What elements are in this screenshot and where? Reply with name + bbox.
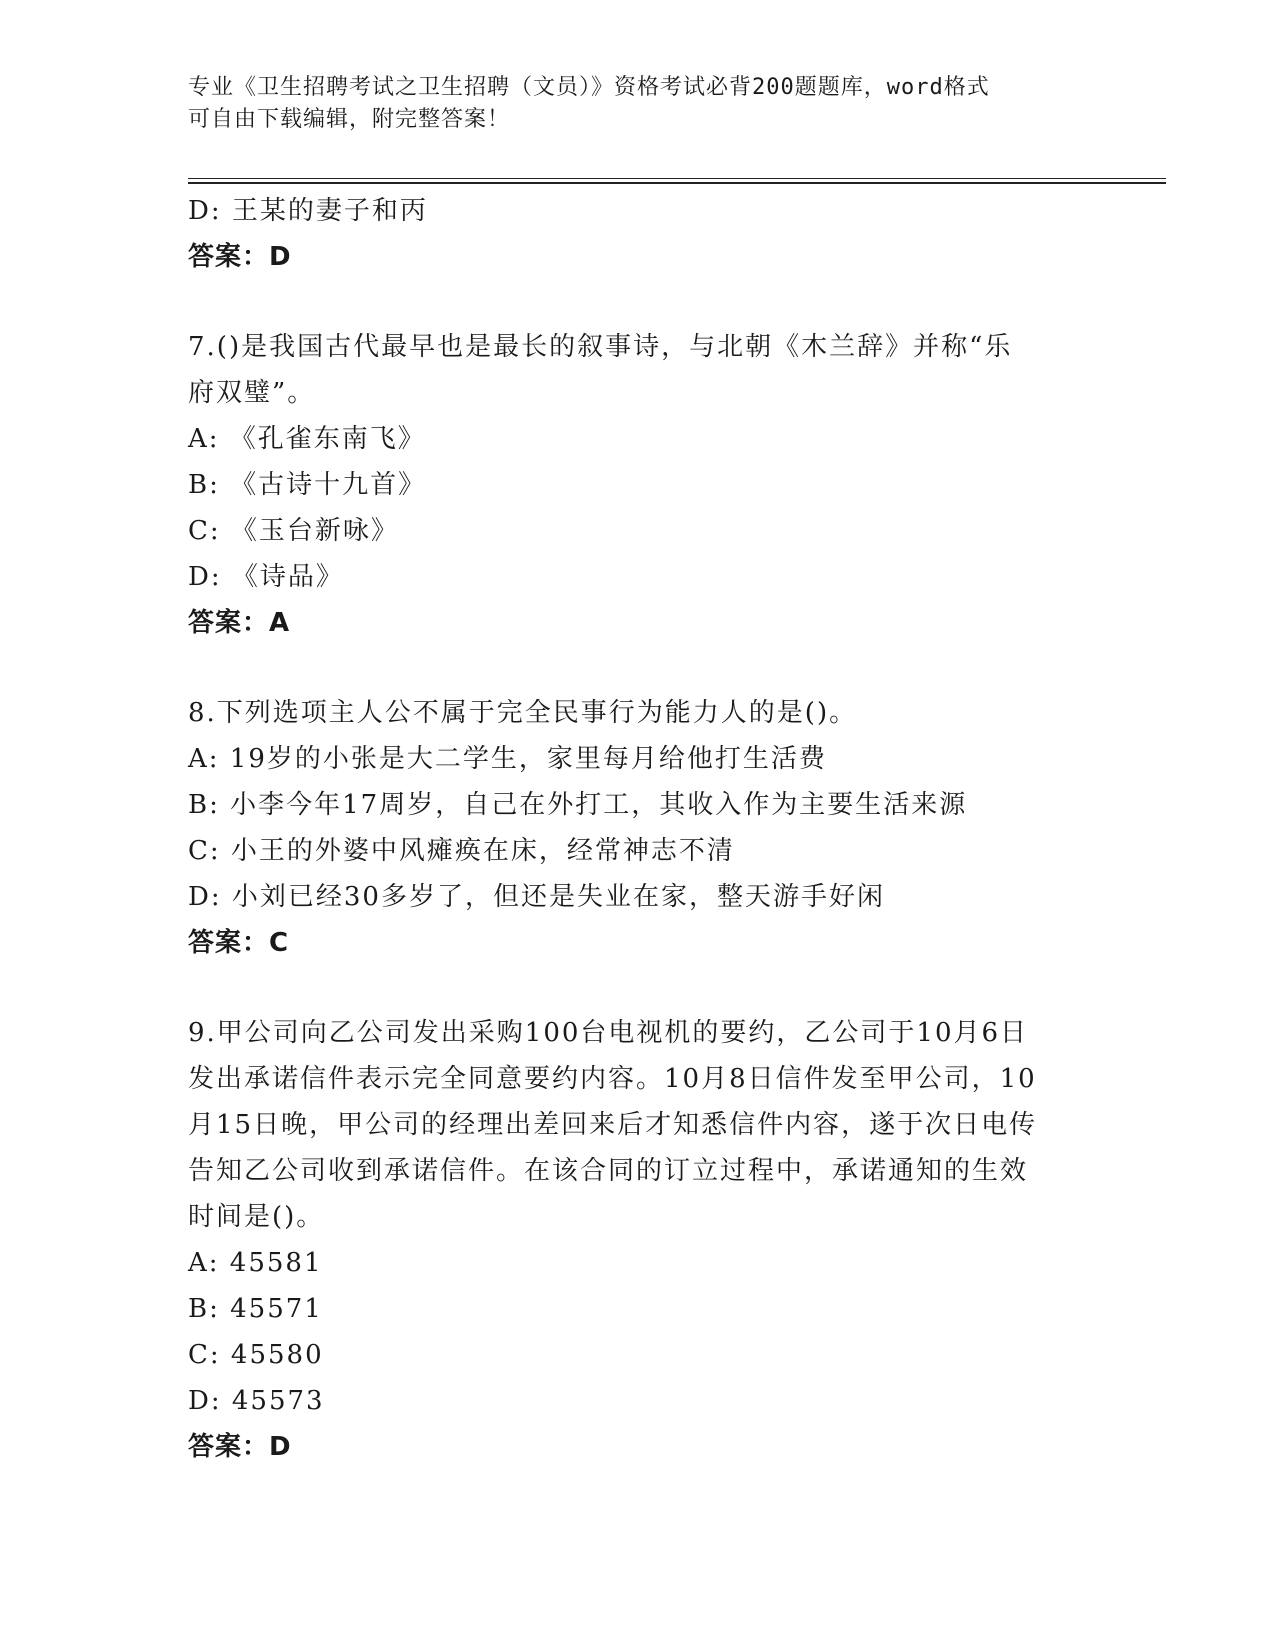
header-line-2: 可自由下载编辑，附完整答案！ (188, 107, 511, 132)
question-stem-line: 7.()是我国古代最早也是最长的叙事诗，与北朝《木兰辞》并称“乐 (188, 332, 1013, 362)
answer-line: 答案：C (188, 928, 290, 958)
option-d: D: 小刘已经30多岁了，但还是失业在家，整天游手好闲 (188, 882, 885, 912)
option-c: C: 小王的外婆中风瘫痪在床，经常神志不清 (188, 836, 735, 866)
question-stem-line: 发出承诺信件表示完全同意要约内容。10月8日信件发至甲公司，10 (188, 1064, 1037, 1094)
question-stem-line: 9.甲公司向乙公司发出采购100台电视机的要约，乙公司于10月6日 (188, 1018, 1029, 1048)
answer-line: 答案：D (188, 242, 292, 272)
option-d: D: 45573 (188, 1386, 325, 1416)
answer-line: 答案：A (188, 608, 291, 638)
option-b: B: 45571 (188, 1294, 323, 1324)
question-stem-line: 府双璧”。 (188, 378, 316, 408)
option-c: C: 《玉台新咏》 (188, 516, 399, 546)
question-fragment-6 (188, 188, 1088, 280)
question-stem-line: 月15日晚，甲公司的经理出差回来后才知悉信件内容，遂于次日电传 (188, 1110, 1038, 1140)
option-a: A: 19岁的小张是大二学生，家里每月给他打生活费 (188, 744, 827, 774)
question-9 (188, 1010, 1088, 1470)
option-c: C: 45580 (188, 1340, 324, 1370)
header-line-1: 专业《卫生招聘考试之卫生招聘（文员）》资格考试必背200题题库，word格式 (188, 75, 990, 100)
option-d: D: 王某的妻子和丙 (188, 196, 428, 226)
document-header (188, 72, 1068, 136)
question-stem-line: 8.下列选项主人公不属于完全民事行为能力人的是()。 (188, 698, 858, 728)
option-d: D: 《诗品》 (188, 562, 344, 592)
option-a: A: 《孔雀东南飞》 (188, 424, 426, 454)
header-divider-thick (188, 182, 1166, 184)
header-divider-thin (188, 178, 1166, 179)
option-b: B: 小李今年17周岁，自己在外打工，其收入作为主要生活来源 (188, 790, 968, 820)
question-stem-line: 告知乙公司收到承诺信件。在该合同的订立过程中，承诺通知的生效 (188, 1156, 1029, 1186)
option-a: A: 45581 (188, 1248, 323, 1278)
document-body (188, 188, 1088, 1470)
question-stem-line: 时间是()。 (188, 1202, 325, 1232)
question-8 (188, 690, 1088, 966)
spacer (188, 966, 1088, 1010)
spacer (188, 646, 1088, 690)
answer-line: 答案：D (188, 1432, 292, 1462)
option-b: B: 《古诗十九首》 (188, 470, 427, 500)
question-7 (188, 324, 1088, 646)
spacer (188, 280, 1088, 324)
